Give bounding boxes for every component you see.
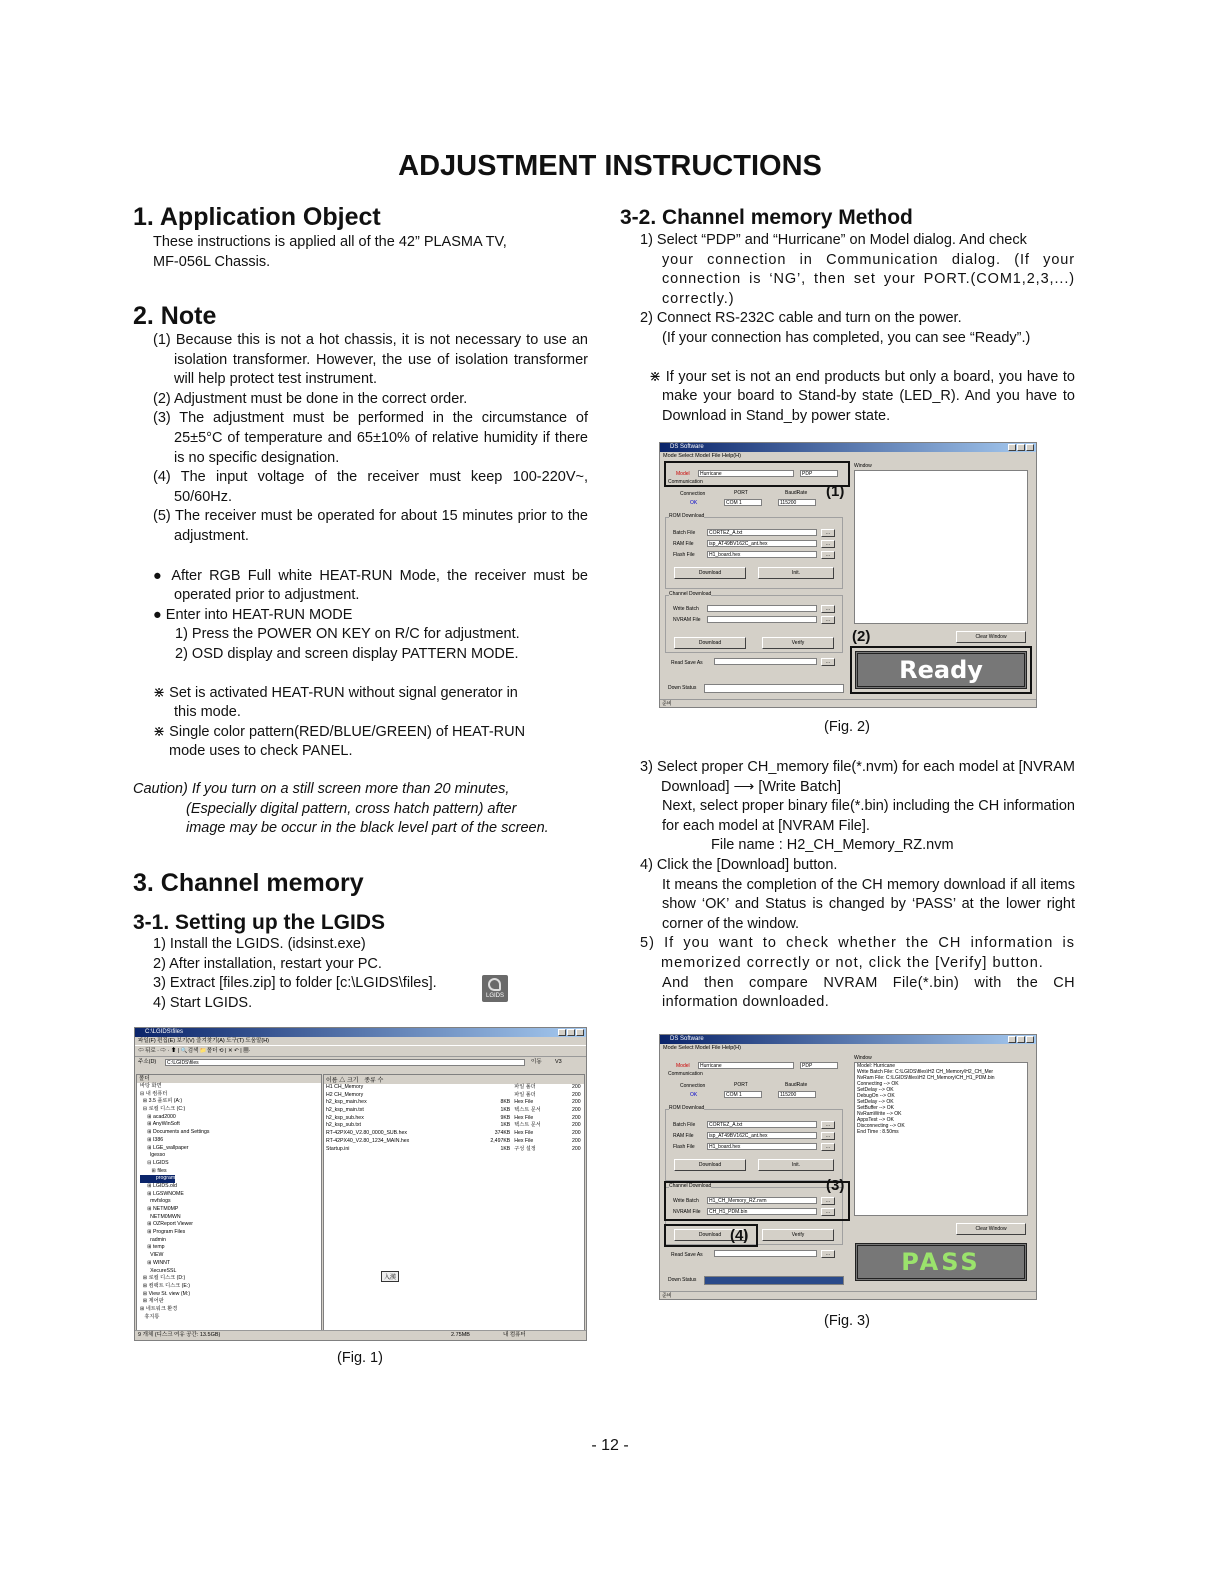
- nvram-file-input[interactable]: CH_H1_PDM.bin: [707, 1208, 817, 1215]
- method-step-5-detail: And then compare NVRAM File(*.bin) with the CH information downloaded.: [662, 974, 1075, 1011]
- nvram-file-label: NVRAM File: [673, 617, 701, 623]
- model-select[interactable]: Hurricane: [698, 1062, 794, 1069]
- explorer-title-bar: [135, 1028, 586, 1037]
- lgids-step-2: 2) After installation, restart your PC.: [153, 955, 382, 972]
- file-type: Hex File: [514, 1114, 534, 1121]
- progress-fill: [705, 1277, 843, 1284]
- folder-tree-item[interactable]: mvfslogs: [140, 1198, 171, 1205]
- file-name: RT-42PX40_V2.80_0000_SUB.hex: [326, 1130, 407, 1137]
- log-line: Write Batch File: C:\LGIDS\files\H2 CH_Memory\H2_CH_Mer: [857, 1069, 994, 1075]
- verify-button[interactable]: Verify: [762, 637, 834, 649]
- log-line: DebugOn --> OK: [857, 1093, 895, 1099]
- note-item-5: (5) The receiver must be operated for about 15 minutes prior to the adjustment.: [153, 508, 588, 544]
- folder-tree-item[interactable]: ⊞ 3.5 플로피 (A:): [140, 1098, 183, 1105]
- folder-tree-item[interactable]: ⊞ I386: [140, 1136, 164, 1143]
- folders-header: 폴더: [137, 1075, 321, 1083]
- file-size: 1KB: [500, 1145, 511, 1152]
- folder-tree[interactable]: [137, 1083, 321, 1321]
- heat-run-step-2: 2) OSD display and screen display PATTERN MODE.: [175, 645, 519, 662]
- folder-tree-item[interactable]: ⊞ Documents and Settings: [140, 1129, 210, 1136]
- file-name: h2_ksp_sub.txt: [326, 1122, 361, 1129]
- ds-title-bar: [660, 443, 1036, 452]
- baudrate-label: BaudRate: [785, 490, 808, 496]
- file-type: Hex File: [514, 1099, 534, 1106]
- folder-pane: [136, 1074, 322, 1331]
- callout-4: (4): [730, 1227, 749, 1244]
- method-step-1-detail: your connection in Communication dialog. (If your connection is ‘NG’, then set your PORT.(COM1,2,3,...) correctly.): [662, 251, 1075, 307]
- heat-run-bullet-1: ● After RGB Full white HEAT-RUN Mode, the receiver must be operated prior to adjustment.: [153, 567, 588, 604]
- col-type[interactable]: 종류: [364, 1078, 376, 1084]
- folder-tree-item[interactable]: 바탕 화면: [140, 1083, 162, 1089]
- folder-tree-item[interactable]: ⊞ AnyWinSoft: [140, 1121, 180, 1128]
- ds-status-bar: 준비: [660, 1291, 1037, 1300]
- write-batch-label: Write Batch: [673, 1198, 699, 1204]
- log-line: End Time : 8.50ms: [857, 1129, 899, 1135]
- communication-label: Communication: [668, 479, 703, 485]
- method-step-3: 3) Select proper CH_memory file(*.nvm) for each model at [NVRAM Download] ⟶ [Write Batch]: [640, 759, 1075, 795]
- folder-tree-item[interactable]: ⊞ LGIDS.old: [140, 1182, 177, 1189]
- down-status-label: Down Status: [668, 1277, 697, 1283]
- lgids-step-1: 1) Install the LGIDS. (idsinst.exe): [153, 936, 366, 952]
- log-line: SetBuffer --> OK: [857, 1105, 895, 1111]
- ds-title: DS Software: [670, 1036, 704, 1042]
- baudrate-label: BaudRate: [785, 1082, 808, 1088]
- channel-download-label: Channel Download: [669, 591, 712, 597]
- file-size: 2,497KB: [490, 1137, 511, 1144]
- file-size: 8KB: [500, 1099, 511, 1106]
- note-item-1: (1) Because this is not a hot chassis, it is not necessary to use an isolation transformer. However, the use of isolation transformer will help protect test instrument.: [153, 332, 588, 388]
- method-step-2: 2) Connect RS-232C cable and turn on the power.: [640, 310, 962, 327]
- batch-file-input[interactable]: CORTEZ_A.txt: [707, 529, 817, 536]
- callout-1: (1): [826, 483, 845, 500]
- folder-tree-item[interactable]: ⊟ 로컬 디스크 (C:): [140, 1106, 186, 1113]
- nvram-browse-button[interactable]: ...: [821, 616, 835, 624]
- file-type: 텍스트 문서: [514, 1122, 541, 1129]
- batch-file-input[interactable]: CORTEZ_A.txt: [707, 1121, 817, 1128]
- log-line: SetDelay --> OK: [857, 1087, 894, 1093]
- fig3-caption: (Fig. 3): [824, 1313, 870, 1329]
- file-size: [475, 1084, 510, 1092]
- ram-file-input[interactable]: isp_AT49BV162C_ant.hex: [707, 540, 817, 547]
- lgids-step-3: 3) Extract [files.zip] to folder [c:\LGIDS\files].: [153, 975, 437, 992]
- file-date: 200: [572, 1084, 581, 1090]
- log-line: NvRamWrite --> OK: [857, 1111, 902, 1117]
- explorer-toolbar[interactable]: ⇦ 뒤로 · ⇨ · ⬆ | 🔍검색 📁폴더 ⟲ | ✕ ↶ | ▦·: [135, 1045, 586, 1057]
- caution-line-1: Caution) If you turn on a still screen more than 20 minutes,: [133, 781, 510, 797]
- maximize-button[interactable]: [1017, 1036, 1025, 1043]
- callout-2: (2): [852, 628, 871, 645]
- section-2-heading: 2. Note: [133, 302, 217, 330]
- read-save-label: Read Save As: [671, 1252, 703, 1258]
- method-step-4: 4) Click the [Download] button.: [640, 856, 838, 873]
- address-input[interactable]: C:\LGIDS\files: [165, 1059, 525, 1066]
- log-line: AppsTest --> OK: [857, 1117, 894, 1123]
- nvram-file-label: NVRAM File: [673, 1209, 701, 1215]
- folder-tree-item[interactable]: ⊞ 제어판: [140, 1298, 164, 1305]
- address-label: 주소(D): [138, 1059, 157, 1065]
- file-type: 파일 폴더: [514, 1091, 536, 1098]
- file-row[interactable]: [324, 1092, 584, 1100]
- connection-status: OK: [690, 500, 698, 506]
- ds-software-window-ready: [659, 442, 1037, 708]
- pass-status: PASS: [855, 1243, 1027, 1281]
- file-date: 200: [572, 1145, 581, 1152]
- connection-label: Connection: [680, 1083, 706, 1089]
- col-date[interactable]: 수: [377, 1078, 384, 1084]
- log-window: [854, 1062, 1028, 1216]
- model-label: Model: [676, 1063, 690, 1069]
- file-list: [324, 1084, 584, 1153]
- method-step-1: 1) Select “PDP” and “Hurricane” on Model dialog. And check: [640, 232, 1027, 248]
- file-date: 200: [572, 1130, 581, 1137]
- lgids-app-icon: [482, 975, 508, 1002]
- ram-browse-button[interactable]: ...: [821, 1132, 835, 1140]
- write-batch-label: Write Batch: [673, 606, 699, 612]
- communication-label: Communication: [668, 1071, 703, 1077]
- batch-file-label: Batch File: [673, 530, 696, 536]
- connection-label: Connection: [680, 491, 706, 497]
- method-step-2-detail: (If your connection has completed, you can see “Ready”.): [662, 329, 1031, 346]
- file-date: 200: [572, 1099, 581, 1106]
- log-line: Model: Hurricane: [857, 1063, 896, 1069]
- section-3-2-heading: 3-2. Channel memory Method: [620, 206, 913, 229]
- file-row[interactable]: [324, 1107, 584, 1115]
- caution-line-2: (Especially digital pattern, cross hatch pattern) after: [186, 800, 517, 817]
- log-line: Disconnecting --> OK: [857, 1123, 905, 1129]
- file-date: 200: [572, 1122, 581, 1129]
- file-row[interactable]: [324, 1122, 584, 1130]
- flash-file-label: Flash File: [673, 1144, 695, 1150]
- file-date: 200: [572, 1137, 581, 1144]
- section-1-line1: These instructions is applied all of the 42” PLASMA TV,: [153, 234, 507, 250]
- port-label: PORT: [734, 490, 748, 496]
- ram-file-label: RAM File: [673, 541, 694, 547]
- file-type: 구성 설정: [514, 1145, 536, 1152]
- standby-note: ⋇ If your set is not an end products but only a board, you have to make your board to Stand-by state (LED_R). And you have to Download in Stand_by power state.: [649, 368, 1075, 424]
- file-name: H1 CH_Memory: [326, 1084, 364, 1090]
- flash-file-input[interactable]: H1_board.hex: [707, 551, 817, 558]
- type-select[interactable]: PDP: [800, 1062, 838, 1069]
- ds-status-bar: 준비: [660, 699, 1037, 708]
- file-size: 1KB: [500, 1122, 511, 1129]
- lgids-icon-label: LGIDS: [485, 993, 504, 999]
- folder-tree-item[interactable]: NETM0MWN: [140, 1213, 181, 1220]
- note-item-2: (2) Adjustment must be done in the correct order.: [153, 390, 468, 407]
- flash-file-input[interactable]: H1_board.hex: [707, 1143, 817, 1150]
- baudrate-select[interactable]: 115200: [778, 1091, 816, 1098]
- port-label: PORT: [734, 1082, 748, 1088]
- file-size: 1KB: [500, 1107, 511, 1114]
- file-size: 374KB: [494, 1130, 511, 1137]
- file-name: h2_ksp_main.txt: [326, 1107, 364, 1114]
- nvram-browse-button[interactable]: ...: [821, 1208, 835, 1216]
- batch-browse-button[interactable]: ...: [821, 529, 835, 537]
- folder-tree-item[interactable]: ⊟ 내 컴퓨터: [140, 1090, 168, 1097]
- status-location: 내 컴퓨터: [503, 1332, 526, 1338]
- rom-download-button[interactable]: Download: [674, 567, 746, 579]
- folder-tree-item[interactable]: lgesso: [140, 1152, 166, 1159]
- status-size: 2.75MB: [451, 1332, 470, 1338]
- model-label: Model: [676, 471, 690, 477]
- fig2-caption: (Fig. 2): [824, 719, 870, 735]
- file-date: 200: [572, 1091, 581, 1098]
- down-status-progress: [704, 1276, 844, 1285]
- model-highlight-box: [664, 461, 850, 487]
- read-save-input[interactable]: [714, 658, 817, 665]
- file-row[interactable]: [324, 1130, 584, 1138]
- file-row[interactable]: [324, 1138, 584, 1146]
- ds-title: DS Software: [670, 444, 704, 450]
- method-step-5: 5) If you want to check whether the CH information is memorized correctly or not, click the [Verify] button.: [640, 935, 1075, 971]
- file-type: 텍스트 문서: [514, 1107, 541, 1114]
- write-batch-browse-button[interactable]: ...: [821, 605, 835, 613]
- maximize-button[interactable]: [1017, 444, 1025, 451]
- minimize-button[interactable]: [1008, 1036, 1016, 1043]
- file-name: Startup.ini: [326, 1145, 350, 1152]
- baudrate-select[interactable]: 115200: [778, 499, 816, 506]
- col-size[interactable]: 크기: [346, 1078, 359, 1084]
- file-row[interactable]: [324, 1084, 584, 1092]
- read-save-browse-button[interactable]: ...: [821, 658, 835, 666]
- channel-highlight-box: [664, 1181, 850, 1221]
- ds-menu-bar[interactable]: Mode Select Model File Help(H): [663, 453, 741, 459]
- folder-tree-item[interactable]: ⊞ 네트워크 환경: [140, 1305, 178, 1312]
- ready-status: Ready: [855, 651, 1027, 689]
- ram-file-label: RAM File: [673, 1133, 694, 1139]
- explorer-menu-bar[interactable]: 파일(F) 편집(E) 보기(V) 즐겨찾기(A) 도구(T) 도움말(H): [138, 1038, 270, 1044]
- write-batch-browse-button[interactable]: ...: [821, 1197, 835, 1205]
- ds-title-bar: [660, 1035, 1036, 1044]
- file-row[interactable]: [324, 1099, 584, 1107]
- port-select[interactable]: COM 1: [724, 1091, 762, 1098]
- page-title: ADJUSTMENT INSTRUCTIONS: [398, 150, 822, 182]
- log-window: [854, 470, 1028, 624]
- close-button[interactable]: [1026, 1036, 1034, 1043]
- ram-file-input[interactable]: isp_AT49BV162C_ant.hex: [707, 1132, 817, 1139]
- minimize-button[interactable]: [558, 1029, 566, 1036]
- verify-button[interactable]: Verify: [762, 1229, 834, 1241]
- file-type: 파일 폴더: [514, 1084, 536, 1090]
- heat-run-bullet-2: ● Enter into HEAT-RUN MODE: [153, 606, 353, 623]
- folder-tree-item[interactable]: ⊞ 로컬 디스크 (D:): [140, 1275, 186, 1282]
- rom-download-label: ROM Download: [669, 1105, 705, 1111]
- close-button[interactable]: [1026, 444, 1034, 451]
- minimize-button[interactable]: [1008, 444, 1016, 451]
- log-line: SetDelay --> OK: [857, 1099, 894, 1105]
- heat-run-note-2: ⋇ Single color pattern(RED/BLUE/GREEN) of HEAT-RUN: [153, 723, 526, 740]
- ram-browse-button[interactable]: ...: [821, 540, 835, 548]
- go-button[interactable]: 이동: [531, 1059, 542, 1065]
- caution-line-3: image may be occur in the black level part of the screen.: [186, 820, 549, 837]
- file-row[interactable]: [324, 1115, 584, 1123]
- flash-file-label: Flash File: [673, 552, 695, 558]
- connection-status: OK: [690, 1092, 698, 1098]
- callout-3: (3): [826, 1177, 845, 1194]
- flash-browse-button[interactable]: ...: [821, 1143, 835, 1151]
- channel-download-button[interactable]: Download: [674, 1229, 746, 1241]
- heat-run-note-2-cont: mode uses to check PANEL.: [169, 743, 353, 760]
- folder-tree-item[interactable]: VIEW: [140, 1252, 164, 1259]
- read-save-browse-button[interactable]: ...: [821, 1250, 835, 1258]
- folder-tree-item[interactable]: ⊞ WINNT: [140, 1259, 170, 1266]
- file-size: 9KB: [500, 1114, 511, 1121]
- batch-browse-button[interactable]: ...: [821, 1121, 835, 1129]
- folder-tree-item[interactable]: ⊞ Program Files: [140, 1229, 186, 1236]
- folder-tree-item[interactable]: ⊞ NETM0MP: [140, 1206, 179, 1212]
- heat-run-note-1: ⋇ Set is activated HEAT-RUN without signal generator in: [153, 684, 518, 701]
- batch-file-label: Batch File: [673, 1122, 696, 1128]
- rom-download-label: ROM Download: [669, 513, 705, 519]
- lgids-icon-glyph: [488, 978, 501, 991]
- log-line: Connecting --> OK: [857, 1081, 899, 1087]
- file-name: H2 CH_Memory: [326, 1091, 364, 1098]
- folder-tree-item[interactable]: ⊞ acad2000: [140, 1113, 176, 1120]
- folder-tree-item[interactable]: 휴지통: [140, 1313, 160, 1320]
- folder-tree-item[interactable]: ⊞ temp: [140, 1244, 165, 1251]
- method-step-3-detail: Next, select proper binary file(*.bin) including the CH information for each model at [NVRAM File].: [662, 798, 1075, 834]
- folder-tree-item[interactable]: radmin: [140, 1236, 166, 1243]
- log-line: NvRam File: C:\LGIDS\files\H2 CH_Memory\CH_H1_PDM.bin: [857, 1075, 995, 1081]
- port-select[interactable]: COM 1: [724, 499, 762, 506]
- model-select[interactable]: Hurricane: [698, 470, 794, 477]
- file-name: h2_ksp_sub.hex: [326, 1114, 364, 1121]
- read-save-input[interactable]: [714, 1250, 817, 1257]
- file-date: 200: [572, 1114, 581, 1121]
- file-type: Hex File: [514, 1130, 534, 1137]
- file-row[interactable]: [324, 1146, 584, 1154]
- folder-tree-item[interactable]: program: [140, 1175, 176, 1182]
- links-button[interactable]: V3: [555, 1059, 562, 1065]
- note-item-4: (4) The input voltage of the receiver must keep 100-220V~, 50/60Hz.: [153, 469, 588, 505]
- page-number: - 12 -: [591, 1437, 629, 1454]
- init-button[interactable]: Init.: [758, 1159, 834, 1171]
- flash-browse-button[interactable]: ...: [821, 551, 835, 559]
- file-size: [475, 1092, 510, 1100]
- status-bar: [135, 1330, 586, 1340]
- explorer-title: C:\LGIDS\files: [145, 1029, 184, 1035]
- note-item-3: (3) The adjustment must be performed in the circumstance of 25±5°C of temperature and 65±10% of relative humidity if there is no specific designation.: [153, 410, 588, 466]
- ds-menu-bar[interactable]: Mode Select Model File Help(H): [663, 1045, 741, 1051]
- window-label: Window: [854, 463, 872, 469]
- section-1-line2: MF-056L Chassis.: [153, 253, 271, 270]
- heat-run-note-1-cont: this mode.: [174, 704, 241, 721]
- folder-tree-item[interactable]: ⊞ OZReport Viewer: [140, 1221, 193, 1228]
- folder-tree-item[interactable]: ⊞ View St. view (M:): [140, 1290, 191, 1297]
- status-left: 9 개체 (디스크 여유 공간: 13.5GB): [138, 1332, 221, 1338]
- down-status-label: Down Status: [668, 685, 697, 691]
- ime-indicator[interactable]: 入漢: [381, 1271, 399, 1282]
- rom-download-button[interactable]: Download: [674, 1159, 746, 1171]
- explorer-window: [134, 1027, 587, 1341]
- window-label: Window: [854, 1055, 872, 1061]
- folder-tree-item[interactable]: ⊞ LGE_wallpaper: [140, 1144, 189, 1151]
- type-select[interactable]: PDP: [800, 470, 838, 477]
- maximize-button[interactable]: [567, 1029, 575, 1036]
- write-batch-input[interactable]: H1_CH_Memory_RZ.nvm: [707, 1197, 817, 1204]
- section-3-1-heading: 3-1. Setting up the LGIDS: [133, 911, 386, 934]
- clear-window-button[interactable]: Clear Window: [956, 1223, 1026, 1235]
- col-name[interactable]: 이름 △: [326, 1078, 346, 1084]
- section-1-heading: 1. Application Object: [133, 203, 381, 231]
- lgids-step-4: 4) Start LGIDS.: [153, 994, 253, 1011]
- folder-tree-item[interactable]: ⊟ LGIDS: [140, 1159, 169, 1166]
- folder-tree-item[interactable]: XecureSSL: [140, 1267, 177, 1274]
- channel-download-button[interactable]: Download: [674, 637, 746, 649]
- file-name: RT-42PX40_V2.80_1234_MAIN.hex: [326, 1137, 410, 1144]
- file-type: Hex File: [514, 1137, 534, 1144]
- file-name: h2_ksp_main.hex: [326, 1099, 367, 1106]
- write-batch-input[interactable]: [707, 605, 817, 612]
- read-save-label: Read Save As: [671, 660, 703, 666]
- method-step-4-detail: It means the completion of the CH memory download if all items show ‘OK’ and Status is changed by ‘PASS’ at the lower right corner of the window.: [662, 876, 1075, 932]
- file-pane: [323, 1074, 585, 1331]
- init-button[interactable]: Init.: [758, 567, 834, 579]
- nvram-file-input[interactable]: [707, 616, 817, 623]
- folder-tree-item[interactable]: ⊞ files: [140, 1167, 167, 1174]
- file-list-header: [324, 1075, 584, 1084]
- ds-software-window-pass: [659, 1034, 1037, 1300]
- section-3-heading: 3. Channel memory: [133, 869, 364, 897]
- folder-tree-item[interactable]: ⊞ LGSWNOME: [140, 1190, 184, 1197]
- folder-tree-item[interactable]: ⊞ 컴팩트 디스크 (E:): [140, 1282, 190, 1289]
- down-status-progress: [704, 684, 844, 693]
- method-step-3-filename: File name : H2_CH_Memory_RZ.nvm: [711, 837, 954, 854]
- channel-download-label: Channel Download: [669, 1183, 712, 1189]
- heat-run-step-1: 1) Press the POWER ON KEY on R/C for adjustment.: [175, 626, 520, 643]
- close-button[interactable]: [576, 1029, 584, 1036]
- file-date: 200: [572, 1107, 581, 1114]
- clear-window-button[interactable]: Clear Window: [956, 631, 1026, 643]
- fig1-caption: (Fig. 1): [337, 1350, 383, 1366]
